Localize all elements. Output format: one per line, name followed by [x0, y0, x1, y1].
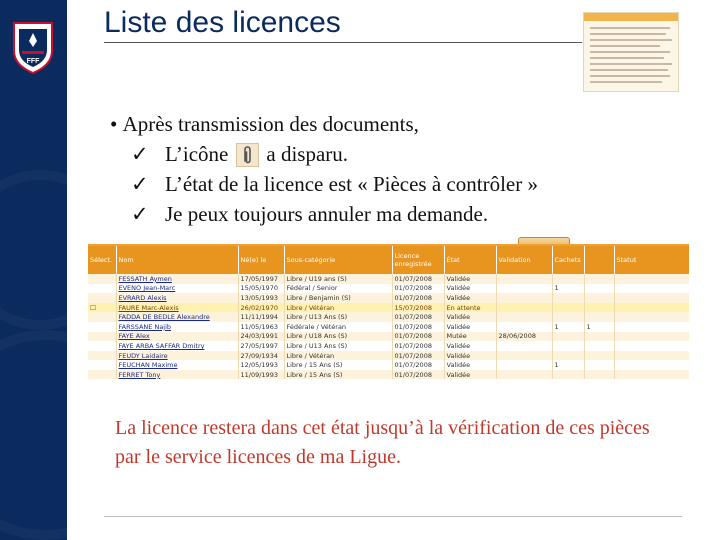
- table-cell: Validée: [444, 312, 496, 322]
- table-cell: [496, 274, 552, 284]
- table-cell: [584, 332, 614, 342]
- table-cell: [496, 303, 552, 313]
- table-cell: [614, 293, 689, 303]
- table-cell[interactable]: EVRARD Alexis: [116, 293, 238, 303]
- table-cell: 01/07/2008: [392, 322, 444, 332]
- table-cell[interactable]: FADDA DE BEDLE Alexandre: [116, 312, 238, 322]
- table-cell: 28/06/2008: [496, 332, 552, 342]
- thumbnail-row: [590, 81, 662, 83]
- table-cell: Validée: [444, 341, 496, 351]
- table-cell: Libre / U13 Ans (S): [284, 312, 392, 322]
- bullet-item: [110, 139, 538, 169]
- table-row[interactable]: [88, 303, 689, 313]
- table-cell: [496, 341, 552, 351]
- table-cell: [614, 351, 689, 361]
- row-select-checkbox[interactable]: [88, 332, 116, 342]
- licence-list-thumbnail: [583, 12, 679, 92]
- table-cell[interactable]: FAURE Marc-Alexis: [116, 303, 238, 313]
- table-cell: [552, 274, 584, 284]
- thumbnail-row: [590, 33, 666, 35]
- table-cell: Validée: [444, 351, 496, 361]
- table-cell: 1: [552, 284, 584, 294]
- table-row[interactable]: [88, 293, 689, 303]
- table-cell: [496, 284, 552, 294]
- table-cell: 01/07/2008: [392, 360, 444, 370]
- table-row[interactable]: [88, 360, 689, 370]
- column-header[interactable]: Nom: [116, 246, 238, 274]
- table-cell: Fédérale / Vétéran: [284, 322, 392, 332]
- column-header[interactable]: Validation: [496, 246, 552, 274]
- table-cell: [614, 284, 689, 294]
- table-row[interactable]: [88, 284, 689, 294]
- table-cell: 1: [552, 360, 584, 370]
- table-row[interactable]: [88, 322, 689, 332]
- table-cell[interactable]: FAYE Alex: [116, 332, 238, 342]
- table-cell: 01/07/2008: [392, 293, 444, 303]
- table-cell[interactable]: EVENO Jean-Marc: [116, 284, 238, 294]
- table-cell: [552, 303, 584, 313]
- bullet-intro-text: Après transmission des documents,: [122, 112, 419, 136]
- table-cell: [584, 351, 614, 361]
- paperclip-icon: [236, 143, 259, 167]
- table-cell: 01/07/2008: [392, 370, 444, 379]
- table-cell: [496, 293, 552, 303]
- table-row[interactable]: [88, 351, 689, 361]
- table-cell: [496, 312, 552, 322]
- thumbnail-row: [590, 75, 670, 77]
- table-cell: 13/05/1993: [238, 293, 284, 303]
- row-select-checkbox[interactable]: [88, 312, 116, 322]
- table-cell: Fédéral / Senior: [284, 284, 392, 294]
- fff-logo-icon: [10, 17, 56, 75]
- bottom-divider: [104, 516, 682, 517]
- row-select-checkbox[interactable]: [88, 370, 116, 379]
- table-cell: Libre / U19 ans (S): [284, 274, 392, 284]
- table-cell: Mutée: [444, 332, 496, 342]
- table-cell: [552, 293, 584, 303]
- table-row[interactable]: [88, 341, 689, 351]
- table-cell: 01/07/2008: [392, 312, 444, 322]
- table-cell: Libre / 15 Ans (S): [284, 370, 392, 379]
- column-header[interactable]: Sélect.: [88, 246, 116, 274]
- table-cell: 1: [584, 322, 614, 332]
- table-cell[interactable]: FERRET Tony: [116, 370, 238, 379]
- column-header[interactable]: [584, 246, 614, 274]
- table-cell: [584, 274, 614, 284]
- table-cell: 12/05/1993: [238, 360, 284, 370]
- table-row[interactable]: [88, 312, 689, 322]
- thumbnail-row: [590, 45, 660, 47]
- table-row[interactable]: [88, 274, 689, 284]
- table-cell[interactable]: FARSSANE Najib: [116, 322, 238, 332]
- row-select-checkbox[interactable]: [88, 341, 116, 351]
- table-cell: [614, 360, 689, 370]
- row-select-checkbox[interactable]: [88, 274, 116, 284]
- table-cell: [584, 303, 614, 313]
- table-cell: [552, 312, 584, 322]
- table-cell: Libre / Benjamin (S): [284, 293, 392, 303]
- check-icon: ✓: [131, 142, 149, 166]
- table-cell: Validée: [444, 284, 496, 294]
- table-cell: Validée: [444, 293, 496, 303]
- thumbnail-row: [590, 57, 664, 59]
- table-cell: 01/07/2008: [392, 332, 444, 342]
- table-cell: 15/05/1970: [238, 284, 284, 294]
- table-cell[interactable]: FEUCHAN Maxime: [116, 360, 238, 370]
- table-cell: [552, 341, 584, 351]
- table-cell: [496, 360, 552, 370]
- table-cell: Validée: [444, 274, 496, 284]
- row-select-checkbox[interactable]: [88, 284, 116, 294]
- table-cell: [614, 332, 689, 342]
- bullet-text: L’état de la licence est « Pièces à contrôler »: [165, 172, 538, 196]
- table-cell[interactable]: FEUDY Laidaire: [116, 351, 238, 361]
- table-cell: Validée: [444, 370, 496, 379]
- table-cell: En attente: [444, 303, 496, 313]
- column-header[interactable]: État: [444, 246, 496, 274]
- table-cell: [552, 351, 584, 361]
- row-select-checkbox[interactable]: [88, 351, 116, 361]
- sidebar: [0, 0, 67, 540]
- check-icon: ✓: [131, 172, 149, 196]
- svg-text:FFF: FFF: [26, 58, 40, 65]
- bullet-item: [110, 199, 538, 229]
- table-cell: [584, 360, 614, 370]
- table-cell: [496, 322, 552, 332]
- table-cell: Libre / 15 Ans (S): [284, 360, 392, 370]
- table-cell: 01/07/2008: [392, 284, 444, 294]
- licence-table: [88, 244, 689, 379]
- thumbnail-row: [590, 27, 670, 29]
- thumbnail-header-bar: [584, 13, 678, 21]
- table-cell: [614, 274, 689, 284]
- title-divider: [104, 42, 582, 43]
- table-cell: 17/05/1997: [238, 274, 284, 284]
- table-cell: Libre / U18 Ans (S): [284, 332, 392, 342]
- table-cell: 11/05/1963: [238, 322, 284, 332]
- table-cell: 26/02/1970: [238, 303, 284, 313]
- table-cell: 01/07/2008: [392, 341, 444, 351]
- bullet-text: Je peux toujours annuler ma demande.: [165, 202, 489, 226]
- thumbnail-row: [590, 63, 672, 65]
- table-cell: 27/05/1997: [238, 341, 284, 351]
- table-cell[interactable]: FAYE ARBA SAFFAR Dmitry: [116, 341, 238, 351]
- table-cell: 11/11/1994: [238, 312, 284, 322]
- table-cell: 15/07/2008: [392, 303, 444, 313]
- table-cell: Libre / U13 Ans (S): [284, 341, 392, 351]
- table-cell: 01/07/2008: [392, 351, 444, 361]
- table-cell: [614, 312, 689, 322]
- table-cell: Validée: [444, 322, 496, 332]
- table-cell: 01/07/2008: [392, 274, 444, 284]
- row-select-checkbox[interactable]: [88, 293, 116, 303]
- row-select-checkbox[interactable]: [88, 360, 116, 370]
- table-cell: [614, 370, 689, 379]
- table-body: [88, 274, 689, 379]
- table-cell: [584, 284, 614, 294]
- column-header[interactable]: Né(e) le: [238, 246, 284, 274]
- table-cell: [614, 303, 689, 313]
- thumbnail-row: [590, 69, 668, 71]
- bullet-list: [110, 109, 538, 229]
- table-cell: Libre / Vétéran: [284, 351, 392, 361]
- table-row[interactable]: [88, 332, 689, 342]
- table-cell: [496, 370, 552, 379]
- bullet-text: a disparu.: [266, 142, 349, 166]
- note-text: La licence restera dans cet état jusqu’à la vérification de ces pièces par le service licences de ma Ligue.: [115, 417, 650, 468]
- row-select-checkbox[interactable]: ☐: [88, 303, 116, 313]
- table-cell: Libre / Vétéran: [284, 303, 392, 313]
- page-title: Liste des licences: [104, 6, 341, 39]
- column-header[interactable]: Statut: [614, 246, 689, 274]
- bullet-item: [110, 169, 538, 199]
- thumbnail-row: [590, 39, 672, 41]
- table-cell: Validée: [444, 360, 496, 370]
- table-cell: [584, 341, 614, 351]
- table-cell: 1: [552, 322, 584, 332]
- table-cell: 24/03/1991: [238, 332, 284, 342]
- check-icon: ✓: [131, 202, 149, 226]
- table-cell: [614, 322, 689, 332]
- table-cell[interactable]: FESSATH Aymen: [116, 274, 238, 284]
- table-cell: [584, 370, 614, 379]
- column-header[interactable]: Sous-catégorie: [284, 246, 392, 274]
- table-cell: [552, 332, 584, 342]
- bullet-intro: • Après transmission des documents,: [110, 112, 419, 136]
- table-cell: [614, 341, 689, 351]
- table-cell: [496, 351, 552, 361]
- table-row[interactable]: [88, 370, 689, 379]
- table-header-row: [88, 246, 689, 274]
- bullet-text: L’icône: [165, 142, 229, 166]
- column-header[interactable]: Cachets: [552, 246, 584, 274]
- table-cell: [552, 370, 584, 379]
- row-select-checkbox[interactable]: [88, 322, 116, 332]
- table-cell: 11/09/1993: [238, 370, 284, 379]
- table-cell: 27/09/1934: [238, 351, 284, 361]
- column-header[interactable]: Licence enregistrée: [392, 246, 444, 274]
- table-cell: [584, 293, 614, 303]
- table-cell: [584, 312, 614, 322]
- thumbnail-row: [590, 51, 670, 53]
